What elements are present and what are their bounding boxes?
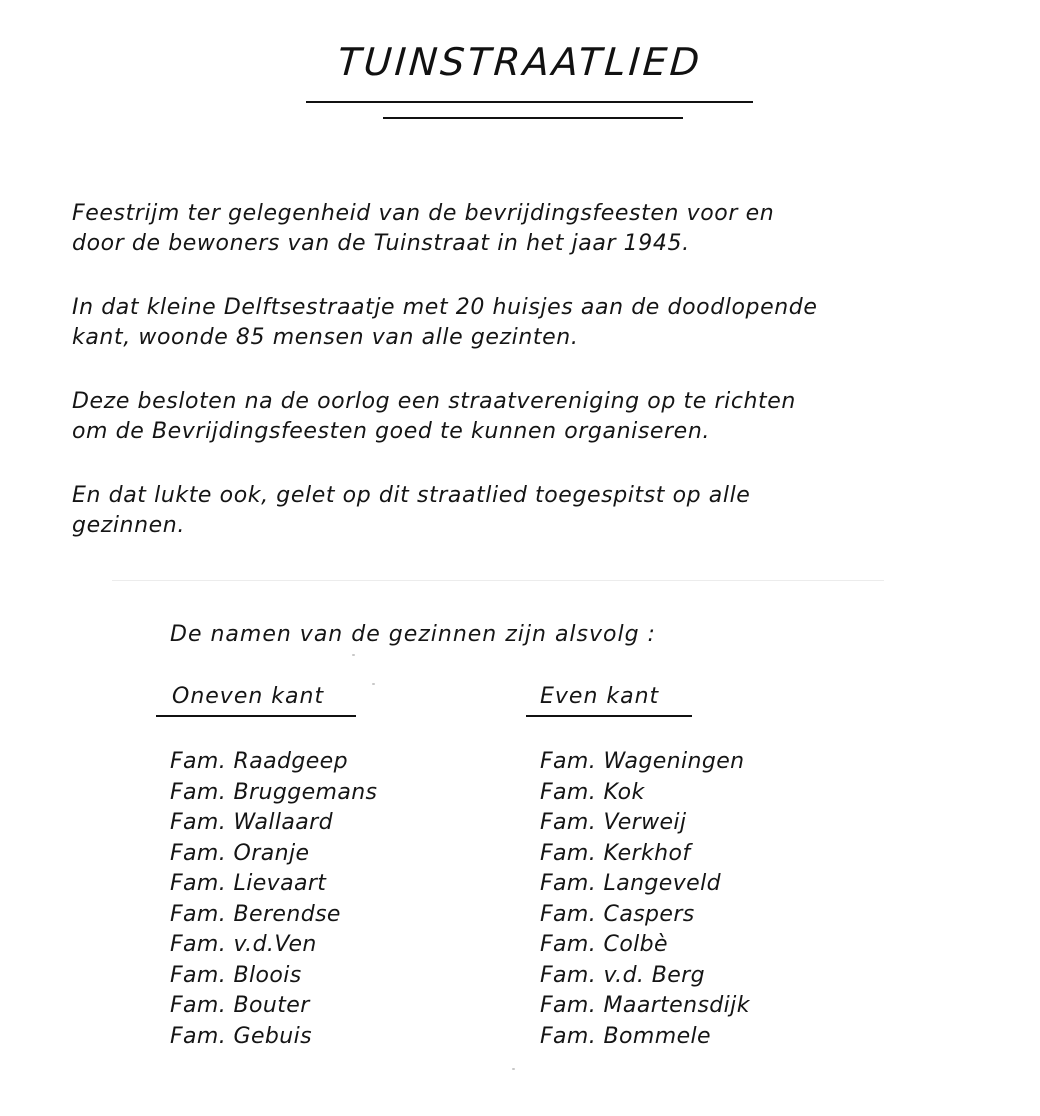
intro-paragraph-4: En dat lukte ook, gelet op dit straatlied toegespitst op alle gezinnen. (72, 483, 751, 538)
list-item: Fam. Bouter (170, 993, 310, 1018)
list-item: Fam. Maartensdijk (540, 993, 750, 1018)
intro-paragraph-1: Feestrijm ter gelegenheid van de bevrijdingsfeesten voor en door de bewoners van de Tuinstraat in het jaar 1945. (72, 201, 775, 256)
list-item: Fam. Oranje (170, 840, 310, 866)
list-item: Fam. v.d.Ven (170, 932, 317, 957)
list-item: Fam. Verweij (540, 810, 687, 835)
list-item: Fam. Lievaart (170, 871, 327, 896)
even-side-underline (526, 715, 692, 717)
list-item: Fam. v.d. Berg (540, 962, 705, 988)
list-item: Fam. Gebuis (170, 1023, 313, 1049)
page-title: TUINSTRAATLIED (336, 40, 704, 84)
paper-speck (352, 654, 355, 656)
even-side-heading: Even kant (540, 684, 660, 709)
paper-speck (372, 683, 375, 685)
section-divider (112, 580, 884, 581)
intro-paragraph-3: Deze besloten na de oorlog een straatvereniging op te richten om de Bevrijdingsfeesten goed te kunnen organiseren. (72, 389, 796, 444)
list-item: Fam. Kerkhof (540, 840, 691, 866)
even-side-family-list (540, 747, 750, 1052)
intro-paragraph-2: In dat kleine Delftsestraatje met 20 huisjes aan de doodlopende kant, woonde 85 mensen van alle gezinten. (72, 295, 818, 350)
odd-side-family-list (170, 747, 377, 1052)
list-item: Fam. Colbè (540, 932, 668, 957)
title-underline-long (306, 101, 753, 103)
list-item: Fam. Wageningen (540, 749, 745, 774)
list-item: Fam. Caspers (540, 901, 695, 927)
list-item: Fam. Bruggemans (170, 779, 378, 805)
list-item: Fam. Berendse (170, 901, 341, 927)
odd-side-heading: Oneven kant (172, 684, 325, 709)
list-item: Fam. Bloois (170, 962, 302, 988)
list-item: Fam. Wallaard (170, 810, 333, 835)
list-item: Fam. Bommele (540, 1023, 711, 1049)
list-item: Fam. Raadgeep (170, 749, 348, 774)
list-item: Fam. Langeveld (540, 871, 721, 896)
paper-speck (512, 1068, 515, 1070)
odd-side-underline (156, 715, 356, 717)
names-intro: De namen van de gezinnen zijn alsvolg : (170, 622, 656, 647)
title-underline-short (383, 117, 683, 119)
list-item: Fam. Kok (540, 779, 645, 805)
